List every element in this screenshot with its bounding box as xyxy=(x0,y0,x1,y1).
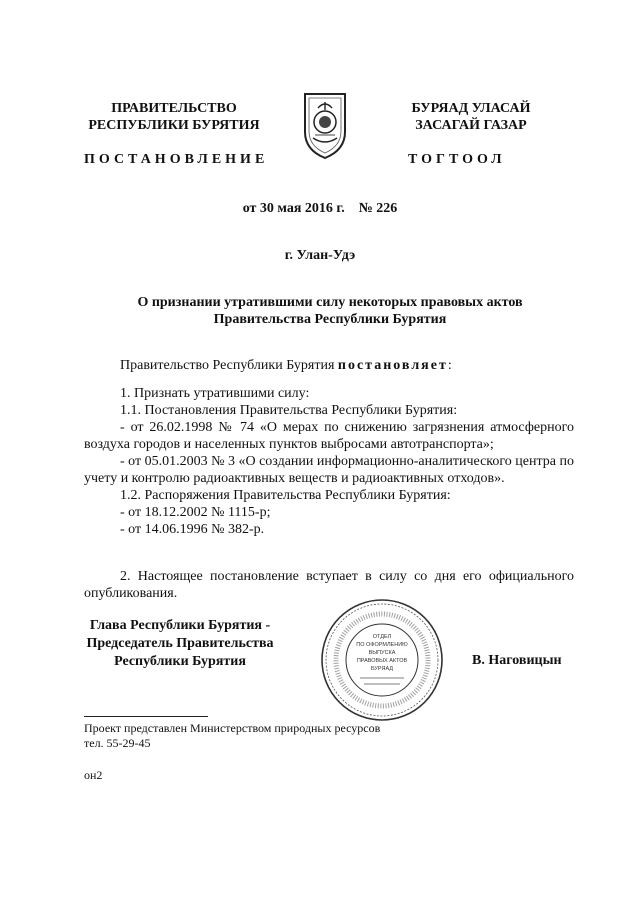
coat-of-arms-icon xyxy=(301,88,349,160)
item-1: 1. Признать утратившими силу: xyxy=(120,386,310,401)
signatory-name: В. Наговицын xyxy=(472,653,562,668)
doc-type-right: ТОГТООЛ xyxy=(408,152,506,167)
header-left-line2: РЕСПУБЛИКИ БУРЯТИЯ xyxy=(88,118,260,133)
date-number-line xyxy=(0,201,640,217)
doc-type-left: ПОСТАНОВЛЕНИЕ xyxy=(84,152,269,167)
resolve-prefix: Правительство Республики Бурятия xyxy=(120,358,338,373)
city: г. Улан-Удэ xyxy=(284,248,356,263)
footer-divider xyxy=(84,716,208,717)
item-2-block xyxy=(84,568,574,602)
footer-prepared-by: Проект представлен Министерством природных ресурсов xyxy=(84,721,381,735)
resolve-sentence xyxy=(84,357,574,374)
signatory-title xyxy=(84,617,276,671)
item-1-1-a: - от 26.02.1998 № 74 «О мерах по снижению загрязнения атмосферного воздуха городов и населенных пунктов выбросами автотранспорта»; xyxy=(84,420,574,452)
item-1-1-b: - от 05.01.2003 № 3 «О создании информационно-аналитического центра по учету и контролю радиоактивных веществ и радиоактивных отходов». xyxy=(84,454,574,486)
item-2: 2. Настоящее постановление вступает в силу со дня его официального опубликования. xyxy=(84,569,574,601)
footer-note xyxy=(84,721,380,751)
signatory-line2: Председатель Правительства xyxy=(86,636,274,651)
seal-line1: ОТДЕЛ xyxy=(372,634,392,640)
seal-line5: БУРЯАД xyxy=(370,666,394,672)
footer-code: он2 xyxy=(84,768,103,782)
seal-line3: ВЫПУСКА xyxy=(368,650,396,656)
document-title xyxy=(100,294,560,328)
resolution-items xyxy=(84,385,574,538)
resolve-word: постановляет xyxy=(337,358,448,373)
footer-phone: тел. 55-29-45 xyxy=(84,736,151,750)
title-line2: Правительства Республики Бурятия xyxy=(213,312,447,327)
header-right xyxy=(386,100,556,134)
document-date: от 30 мая 2016 г. xyxy=(242,201,345,216)
title-line1: О признании утратившими силу некоторых правовых актов xyxy=(137,295,523,310)
resolve-suffix: : xyxy=(447,358,452,373)
signatory-line1: Глава Республики Бурятия - xyxy=(89,618,271,633)
item-1-1: 1.1. Постановления Правительства Республики Бурятия: xyxy=(120,403,458,418)
header-right-line1: БУРЯАД УЛАСАЙ xyxy=(411,101,531,116)
document-number: № 226 xyxy=(358,201,398,216)
header-left xyxy=(84,100,264,134)
seal-line2: ПО ОФОРМЛЕНИЮ xyxy=(356,642,408,648)
official-seal-icon xyxy=(320,598,444,722)
header-right-line2: ЗАСАГАЙ ГАЗАР xyxy=(415,118,527,133)
header-left-line1: ПРАВИТЕЛЬСТВО xyxy=(111,101,237,116)
item-1-2-a: - от 18.12.2002 № 1115-р; xyxy=(120,505,271,520)
seal-line4: ПРАВОВЫХ АКТОВ xyxy=(356,658,408,664)
item-1-2-b: - от 14.06.1996 № 382-р. xyxy=(120,522,265,537)
signatory-line3: Республики Бурятия xyxy=(114,654,246,669)
item-1-2: 1.2. Распоряжения Правительства Республики Бурятия: xyxy=(120,488,451,503)
